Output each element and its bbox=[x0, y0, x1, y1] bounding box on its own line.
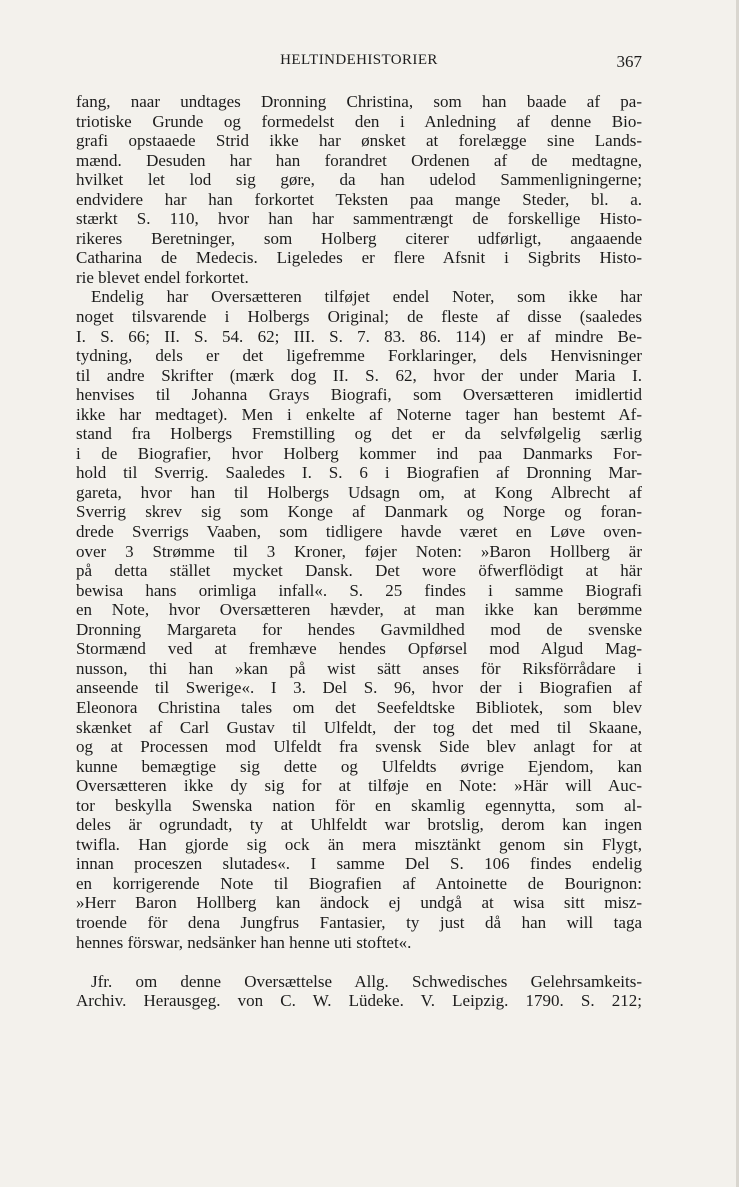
text-line: Eleonora Christina tales om det Seefeldtske Bibliotek, som blev bbox=[76, 697, 642, 717]
text-line: I. S. 66; II. S. 54. 62; III. S. 7. 83. 86. 114) er af mindre Be- bbox=[76, 326, 642, 346]
text-line: »Herr Baron Hollberg kan ändock ej undgå at wisa sitt misz- bbox=[76, 893, 642, 913]
text-line: stand fra Holbergs Fremstilling og det er da selvfølgelig særlig bbox=[76, 424, 642, 444]
text-line: bewisa hans orimliga infall«. S. 25 findes i samme Biografi bbox=[76, 580, 642, 600]
text-line: tor beskylla Swenska nation för en skamlig egennytta, som al- bbox=[76, 795, 642, 815]
text-line: innan proceszen slutades«. I samme Del S. 106 findes endelig bbox=[76, 854, 642, 874]
text-line: anseende til Swerige«. I 3. Del S. 96, hvor der i Biografien af bbox=[76, 678, 642, 698]
page-header bbox=[76, 52, 642, 76]
text-line: drede Sverrigs Vaaben, som tidligere havde været en Løve oven- bbox=[76, 522, 642, 542]
text-line: ikke har medtaget). Men i enkelte af Noterne tager han bestemt Af- bbox=[76, 404, 642, 424]
text-line: Archiv. Herausgeg. von C. W. Lüdeke. V. Leipzig. 1790. S. 212; bbox=[76, 991, 642, 1011]
text-line: Stormænd ved at fremhæve hendes Opførsel mod Algud Mag- bbox=[76, 639, 642, 659]
text-line: Jfr. om denne Oversættelse Allg. Schwedisches Gelehrsamkeits- bbox=[91, 971, 642, 991]
text-line: gareta, hvor han til Holbergs Udsagn om, at Kong Albrecht af bbox=[76, 482, 642, 502]
body-text bbox=[76, 92, 642, 1011]
text-line: Dronning Margareta for hendes Gavmildhed mod de svenske bbox=[76, 619, 642, 639]
text-line: noget tilsvarende i Holbergs Original; de fleste af disse (saaledes bbox=[76, 307, 642, 327]
text-line: triotiske Grunde og formedelst den i Anledning af denne Bio- bbox=[76, 111, 642, 131]
text-line: hennes förswar, nedsänker han henne uti stoftet«. bbox=[76, 932, 412, 952]
text-line: Endelig har Oversætteren tilføjet endel Noter, som ikke har bbox=[91, 287, 642, 307]
text-line: henvises til Johanna Grays Biografi, som Oversætteren imidlertid bbox=[76, 385, 642, 405]
text-line: i de Biografier, hvor Holberg kommer ind paa Danmarks For- bbox=[76, 443, 642, 463]
running-title: HELTINDEHISTORIER bbox=[280, 52, 438, 68]
text-line: en Note, hvor Oversætteren hævder, at man ikke kan berømme bbox=[76, 600, 642, 620]
text-line: hold til Sverrig. Saaledes I. S. 6 i Biografien af Dronning Mar- bbox=[76, 463, 642, 483]
text-line: en korrigerende Note til Biografien af Antoinette de Bourignon: bbox=[76, 873, 642, 893]
text-line: stærkt S. 110, hvor han har sammentrængt de forskellige Histo- bbox=[76, 209, 642, 229]
text-line: Oversætteren ikke dy sig for at tilføje en Note: »Här will Auc- bbox=[76, 776, 642, 796]
text-line: nusson, thi han »kan på wist sätt anses för Riksförrådare i bbox=[76, 658, 642, 678]
text-line: skænket af Carl Gustav til Ulfeldt, der tog det med til Skaane, bbox=[76, 717, 642, 737]
text-line bbox=[76, 952, 642, 972]
text-line: Catharina de Medecis. Ligeledes er flere Afsnit i Sigbrits Histo- bbox=[76, 248, 642, 268]
text-line: fang, naar undtages Dronning Christina, som han baade af pa- bbox=[76, 92, 642, 111]
text-line: til andre Skrifter (mærk dog II. S. 62, hvor der under Maria I. bbox=[76, 365, 642, 385]
text-line: Sverrig skrev sig som Konge af Danmark og Norge og foran- bbox=[76, 502, 642, 522]
text-line: rie blevet endel forkortet. bbox=[76, 267, 249, 287]
text-line: over 3 Strømme til 3 Kroner, føjer Noten: »Baron Hollberg är bbox=[76, 541, 642, 561]
text-line: rikeres Beretninger, som Holberg citerer udførligt, angaaende bbox=[76, 228, 642, 248]
text-line: endvidere har han forkortet Teksten paa mange Steder, bl. a. bbox=[76, 189, 642, 209]
text-line: mænd. Desuden har han forandret Ordenen af de medtagne, bbox=[76, 150, 642, 170]
text-line: troende för dena Jungfrus Fantasier, ty just då han will taga bbox=[76, 912, 642, 932]
page-number: 367 bbox=[616, 52, 642, 71]
text-line: kunne bemægtige sig dette og Ulfeldts øvrige Ejendom, kan bbox=[76, 756, 642, 776]
text-line: på detta stället mycket Dansk. Det wore öfwerflödigt at här bbox=[76, 561, 642, 581]
text-line: og at Processen mod Ulfeldt fra svensk Side blev anlagt for at bbox=[76, 737, 642, 757]
text-line: tydning, dels er det ligefremme Forklaringer, dels Henvisninger bbox=[76, 346, 642, 366]
text-line: grafi opstaaede Strid ikke har ønsket at forelægge sine Lands- bbox=[76, 131, 642, 151]
text-line: deles är ogrundadt, ty at Uhlfeldt war brotslig, derom kan ingen bbox=[76, 815, 642, 835]
text-line: hvilket let lod sig gøre, da han udelod Sammenligningerne; bbox=[76, 170, 642, 190]
text-line: twifla. Han gjorde sig ock än mera misztänkt genom sin Flygt, bbox=[76, 834, 642, 854]
